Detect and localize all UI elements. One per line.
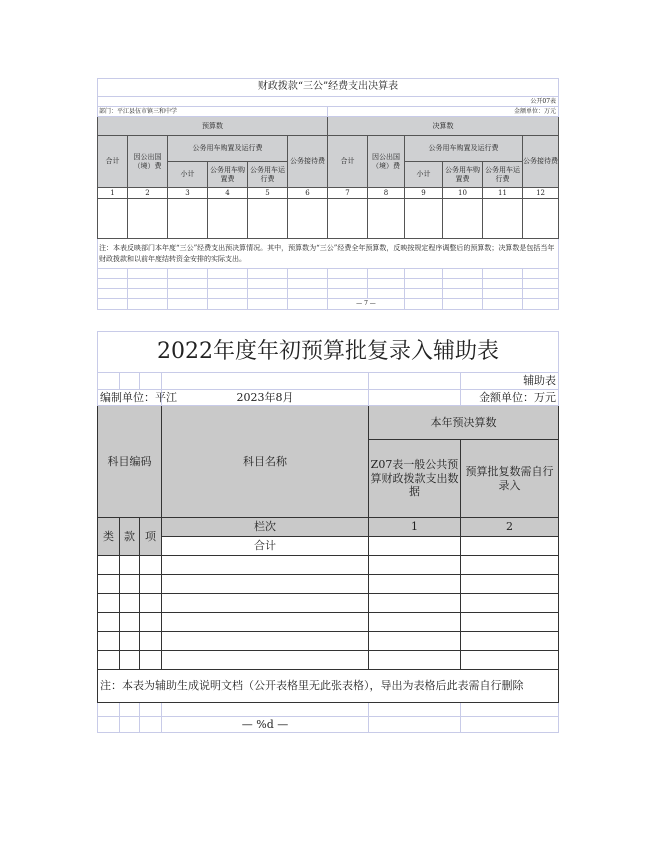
table1-department: 部门：平江县伍市镇三和中学 — [98, 107, 328, 117]
data-cell — [168, 199, 208, 239]
budget-abroad-header: 因公出国（境）费 — [128, 136, 168, 188]
column-number: 8 — [368, 188, 405, 199]
final-reception-header: 公务接待费 — [523, 136, 559, 188]
budget-header: 预算数 — [98, 117, 328, 136]
final-abroad-header: 因公出国（境）费 — [368, 136, 405, 188]
column-number: 12 — [523, 188, 559, 199]
column-number: 10 — [443, 188, 483, 199]
section-header: 款 — [120, 518, 140, 556]
data-cell — [368, 199, 405, 239]
budget-car-buy-header: 公务用车购置费 — [208, 162, 248, 188]
budget-entry-auxiliary-table — [97, 331, 559, 733]
budget-subtotal-header: 小计 — [168, 162, 208, 188]
three-public-expense-table — [97, 78, 559, 310]
data-cell — [483, 199, 523, 239]
total-value-1 — [369, 537, 461, 556]
column-number: 1 — [98, 188, 128, 199]
data-cell — [128, 199, 168, 239]
column-number: 3 — [168, 188, 208, 199]
table-row — [98, 632, 559, 651]
budget-reception-header: 公务接待费 — [288, 136, 328, 188]
table-row — [98, 594, 559, 613]
data-cell — [443, 199, 483, 239]
table2-compiling-unit: 编制单位：平江 — [98, 390, 162, 406]
item-header: 项 — [140, 518, 162, 556]
table1-form-no: 公开07表 — [98, 97, 559, 107]
table2-title: 2022年度年初预算批复录入辅助表 — [98, 332, 559, 373]
table1-page-number: — 7 — — [328, 299, 405, 310]
column-index-1: 1 — [369, 518, 461, 537]
column-number: 5 — [248, 188, 288, 199]
table2-form-no: 辅助表 — [461, 373, 559, 390]
category-header: 类 — [98, 518, 120, 556]
table-row — [98, 575, 559, 594]
table-row — [98, 613, 559, 632]
subject-name-header: 科目名称 — [162, 406, 369, 518]
table2-date: 2023年8月 — [162, 390, 369, 406]
table2-amount-unit: 金额单位：万元 — [461, 390, 559, 406]
data-cell — [523, 199, 559, 239]
final-total-header: 合计 — [328, 136, 368, 188]
data-cell — [208, 199, 248, 239]
table-row — [98, 651, 559, 670]
table2-note: 注：本表为辅助生成说明文档（公开表格里无此张表格），导出为表格后此表需自行删除 — [98, 670, 559, 703]
budget-car-run-header: 公务用车运行费 — [248, 162, 288, 188]
manual-entry-header: 预算批复数需自行录入 — [461, 440, 559, 518]
column-index-label: 栏次 — [162, 518, 369, 537]
annual-budget-header: 本年预决算数 — [369, 406, 559, 440]
final-car-buy-header: 公务用车购置费 — [443, 162, 483, 188]
column-index-2: 2 — [461, 518, 559, 537]
total-value-2 — [461, 537, 559, 556]
column-number: 9 — [405, 188, 443, 199]
column-number: 7 — [328, 188, 368, 199]
table1-amount-unit: 金额单位：万元 — [328, 107, 559, 117]
z07-data-header: Z07表一般公共预算财政拨款支出数据 — [369, 440, 461, 518]
column-number: 11 — [483, 188, 523, 199]
table1-note: 注：本表反映部门本年度“三公”经费支出预决算情况。其中，预算数为“三公”经费全年预算数，反映按规定程序调整后的预算数；决算数是包括当年财政拨款和以前年度结转资金安排的实际支出。 — [98, 239, 559, 269]
subject-code-header: 科目编码 — [98, 406, 162, 518]
final-car-header: 公务用车购置及运行费 — [405, 136, 523, 162]
table2-page-number: — %d — — [162, 717, 369, 733]
budget-car-header: 公务用车购置及运行费 — [168, 136, 288, 162]
data-cell — [328, 199, 368, 239]
data-cell — [405, 199, 443, 239]
final-car-run-header: 公务用车运行费 — [483, 162, 523, 188]
final-subtotal-header: 小计 — [405, 162, 443, 188]
table-row — [98, 556, 559, 575]
data-cell — [288, 199, 328, 239]
table1-title: 财政拨款“三公”经费支出决算表 — [98, 79, 559, 97]
column-number: 6 — [288, 188, 328, 199]
column-number: 4 — [208, 188, 248, 199]
table-row — [98, 199, 559, 239]
column-number: 2 — [128, 188, 168, 199]
total-row-label: 合计 — [162, 537, 369, 556]
budget-total-header: 合计 — [98, 136, 128, 188]
data-cell — [98, 199, 128, 239]
final-header: 决算数 — [328, 117, 559, 136]
data-cell — [248, 199, 288, 239]
